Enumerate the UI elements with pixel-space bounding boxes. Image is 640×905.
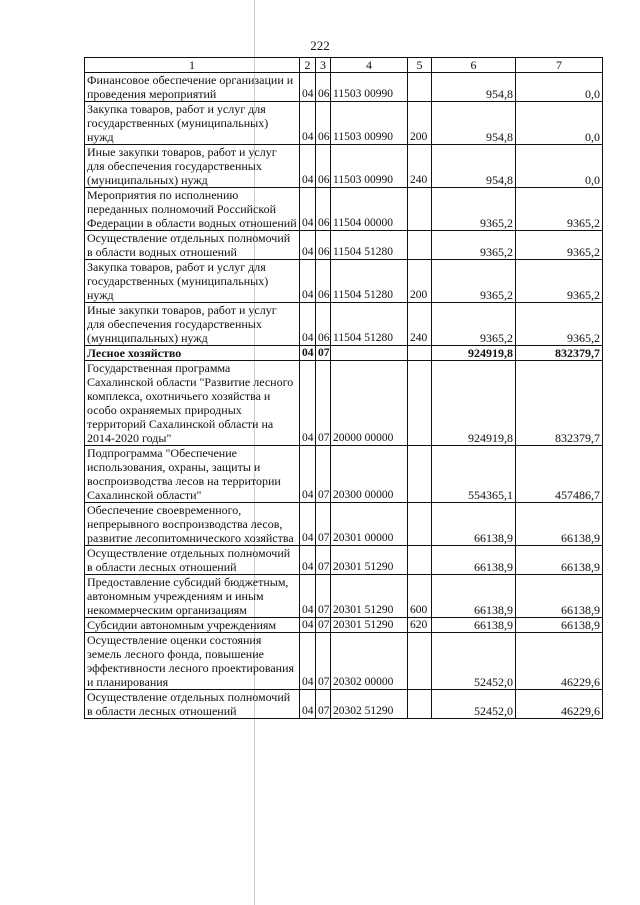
subsection-code-cell: 06 — [316, 260, 331, 303]
expense-type-cell: 600 — [408, 575, 432, 618]
row-name-cell: Иные закупки товаров, работ и услуг для обеспечения государственных (муниципальных) нужд — [85, 145, 300, 188]
expense-type-cell — [408, 73, 432, 102]
subsection-code-cell: 07 — [316, 503, 331, 546]
expense-type-cell — [408, 633, 432, 690]
row-name-cell: Осуществление отдельных полномочий в области водных отношений — [85, 231, 300, 260]
table-row — [85, 690, 603, 719]
row-name-cell: Осуществление отдельных полномочий в области лесных отношений — [85, 690, 300, 719]
expense-type-cell: 240 — [408, 145, 432, 188]
amount-year1-cell: 66138,9 — [432, 575, 516, 618]
amount-year2-cell: 832379,7 — [516, 346, 603, 361]
section-code-cell: 04 — [300, 102, 316, 145]
table-row — [85, 575, 603, 618]
amount-year2-cell: 0,0 — [516, 102, 603, 145]
amount-year1-cell: 954,8 — [432, 145, 516, 188]
page-number: 222 — [310, 38, 330, 53]
subsection-code-cell: 07 — [316, 690, 331, 719]
section-code-cell: 04 — [300, 633, 316, 690]
subsection-code-cell: 07 — [316, 546, 331, 575]
section-code-cell: 04 — [300, 361, 316, 446]
header-cell: 3 — [316, 58, 331, 73]
subsection-code-cell: 06 — [316, 73, 331, 102]
subsection-code-cell: 07 — [316, 346, 331, 361]
section-code-cell: 04 — [300, 575, 316, 618]
amount-year2-cell: 66138,9 — [516, 546, 603, 575]
target-article-cell: 11504 00000 — [331, 188, 408, 231]
target-article-cell: 11503 00990 — [331, 102, 408, 145]
subsection-code-cell: 06 — [316, 188, 331, 231]
subsection-code-cell: 07 — [316, 618, 331, 633]
amount-year1-cell: 9365,2 — [432, 303, 516, 346]
row-name-cell: Закупка товаров, работ и услуг для государственных (муниципальных) нужд — [85, 260, 300, 303]
subsection-code-cell: 07 — [316, 575, 331, 618]
table-row — [85, 346, 603, 361]
target-article-cell: 11504 51280 — [331, 260, 408, 303]
target-article-cell: 20000 00000 — [331, 361, 408, 446]
row-name-cell: Лесное хозяйство — [85, 346, 300, 361]
table-row — [85, 231, 603, 260]
table-row — [85, 188, 603, 231]
header-cell: 4 — [331, 58, 408, 73]
amount-year2-cell: 66138,9 — [516, 618, 603, 633]
expense-type-cell — [408, 346, 432, 361]
section-code-cell: 04 — [300, 618, 316, 633]
amount-year1-cell: 954,8 — [432, 73, 516, 102]
target-article-cell: 11504 51280 — [331, 231, 408, 260]
section-code-cell: 04 — [300, 446, 316, 503]
section-code-cell: 04 — [300, 188, 316, 231]
amount-year2-cell: 9365,2 — [516, 260, 603, 303]
expense-type-cell — [408, 188, 432, 231]
header-cell: 7 — [516, 58, 603, 73]
row-name-cell: Осуществление отдельных полномочий в области лесных отношений — [85, 546, 300, 575]
target-article-cell: 11504 51280 — [331, 303, 408, 346]
target-article-cell: 20301 51290 — [331, 546, 408, 575]
subsection-code-cell: 06 — [316, 102, 331, 145]
subsection-code-cell: 07 — [316, 446, 331, 503]
expense-type-cell — [408, 446, 432, 503]
row-name-cell: Государственная программа Сахалинской области "Развитие лесного комплекса, охотничьего хозяйства и особо охраняемых природных территорий Сахалинской области на 2014-2020 годы" — [85, 361, 300, 446]
amount-year1-cell: 954,8 — [432, 102, 516, 145]
amount-year1-cell: 66138,9 — [432, 618, 516, 633]
amount-year2-cell: 457486,7 — [516, 446, 603, 503]
amount-year2-cell: 66138,9 — [516, 575, 603, 618]
target-article-cell: 20300 00000 — [331, 446, 408, 503]
amount-year1-cell: 9365,2 — [432, 260, 516, 303]
target-article-cell: 20301 51290 — [331, 618, 408, 633]
table-row — [85, 102, 603, 145]
row-name-cell: Иные закупки товаров, работ и услуг для обеспечения государственных (муниципальных) нужд — [85, 303, 300, 346]
amount-year2-cell: 9365,2 — [516, 231, 603, 260]
target-article-cell: 20301 00000 — [331, 503, 408, 546]
table-row — [85, 73, 603, 102]
amount-year1-cell: 924919,8 — [432, 361, 516, 446]
header-cell: 2 — [300, 58, 316, 73]
table-row — [85, 618, 603, 633]
amount-year1-cell: 52452,0 — [432, 690, 516, 719]
amount-year1-cell: 9365,2 — [432, 188, 516, 231]
amount-year2-cell: 9365,2 — [516, 303, 603, 346]
table-row — [85, 361, 603, 446]
amount-year2-cell: 0,0 — [516, 145, 603, 188]
subsection-code-cell: 06 — [316, 145, 331, 188]
amount-year1-cell: 924919,8 — [432, 346, 516, 361]
budget-table — [84, 57, 603, 719]
section-code-cell: 04 — [300, 503, 316, 546]
target-article-cell: 11503 00990 — [331, 145, 408, 188]
section-code-cell: 04 — [300, 690, 316, 719]
row-name-cell: Предоставление субсидий бюджетным, автономным учреждениям и иным некоммерческим организациям — [85, 575, 300, 618]
row-name-cell: Финансовое обеспечение организации и проведения мероприятий — [85, 73, 300, 102]
table-row — [85, 633, 603, 690]
amount-year2-cell: 0,0 — [516, 73, 603, 102]
row-name-cell: Обеспечение своевременного, непрерывного воспроизводства лесов, развитие лесопитомнического хозяйства — [85, 503, 300, 546]
amount-year2-cell: 46229,6 — [516, 633, 603, 690]
amount-year2-cell: 9365,2 — [516, 188, 603, 231]
expense-type-cell — [408, 361, 432, 446]
table-row — [85, 546, 603, 575]
expense-type-cell — [408, 503, 432, 546]
table-row — [85, 303, 603, 346]
section-code-cell: 04 — [300, 73, 316, 102]
header-cell: 1 — [85, 58, 300, 73]
table-row — [85, 145, 603, 188]
expense-type-cell — [408, 690, 432, 719]
section-code-cell: 04 — [300, 546, 316, 575]
subsection-code-cell: 07 — [316, 633, 331, 690]
expense-type-cell: 200 — [408, 102, 432, 145]
section-code-cell: 04 — [300, 145, 316, 188]
amount-year1-cell: 66138,9 — [432, 546, 516, 575]
table-row — [85, 503, 603, 546]
target-article-cell — [331, 346, 408, 361]
target-article-cell: 20302 00000 — [331, 633, 408, 690]
target-article-cell: 20302 51290 — [331, 690, 408, 719]
expense-type-cell: 200 — [408, 260, 432, 303]
expense-type-cell — [408, 546, 432, 575]
subsection-code-cell: 06 — [316, 303, 331, 346]
table-body — [85, 73, 603, 719]
subsection-code-cell: 07 — [316, 361, 331, 446]
section-code-cell: 04 — [300, 346, 316, 361]
expense-type-cell — [408, 231, 432, 260]
header-cell: 5 — [408, 58, 432, 73]
table-row — [85, 260, 603, 303]
row-name-cell: Субсидии автономным учреждениям — [85, 618, 300, 633]
row-name-cell: Подпрограмма "Обеспечение использования, охраны, защиты и воспроизводства лесов на территории Сахалинской области" — [85, 446, 300, 503]
expense-type-cell: 240 — [408, 303, 432, 346]
target-article-cell: 11503 00990 — [331, 73, 408, 102]
subsection-code-cell: 06 — [316, 231, 331, 260]
section-code-cell: 04 — [300, 260, 316, 303]
amount-year1-cell: 9365,2 — [432, 231, 516, 260]
table-row — [85, 446, 603, 503]
header-cell: 6 — [432, 58, 516, 73]
amount-year1-cell: 554365,1 — [432, 446, 516, 503]
amount-year1-cell: 66138,9 — [432, 503, 516, 546]
amount-year2-cell: 46229,6 — [516, 690, 603, 719]
amount-year2-cell: 832379,7 — [516, 361, 603, 446]
amount-year1-cell: 52452,0 — [432, 633, 516, 690]
header-row — [85, 58, 603, 73]
section-code-cell: 04 — [300, 231, 316, 260]
amount-year2-cell: 66138,9 — [516, 503, 603, 546]
row-name-cell: Осуществление оценки состояния земель лесного фонда, повышение эффективности лесного проектирования и планирования — [85, 633, 300, 690]
row-name-cell: Закупка товаров, работ и услуг для государственных (муниципальных) нужд — [85, 102, 300, 145]
section-code-cell: 04 — [300, 303, 316, 346]
target-article-cell: 20301 51290 — [331, 575, 408, 618]
row-name-cell: Мероприятия по исполнению переданных полномочий Российской Федерации в области водных отношений — [85, 188, 300, 231]
expense-type-cell: 620 — [408, 618, 432, 633]
